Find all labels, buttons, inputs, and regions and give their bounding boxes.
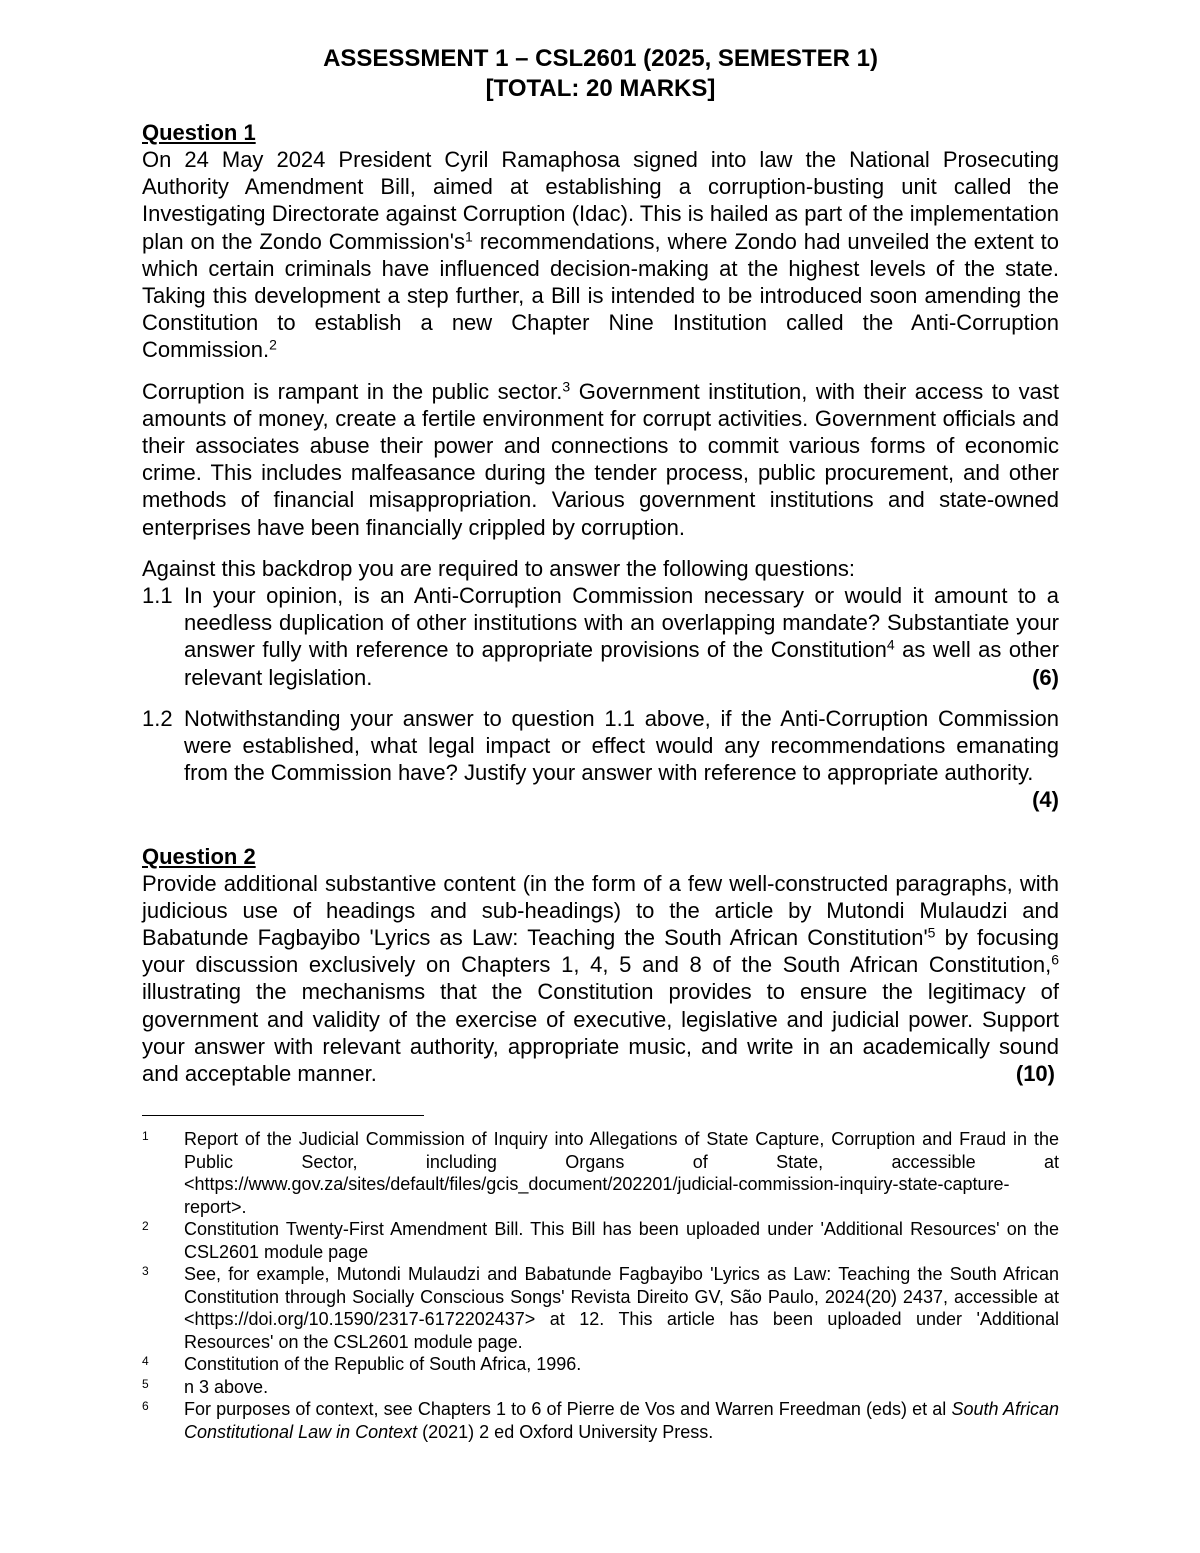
footnote-ref-5[interactable]: 5 xyxy=(927,924,936,941)
marks-badge: (6) xyxy=(1032,664,1059,690)
book-title: South African Constitutional Law in Context xyxy=(184,1399,1059,1442)
question-1-paragraph-1: On 24 May 2024 President Cyril Ramaphosa signed into law the National Prosecuting Authority Amendment Bill, aimed at establishing a corruption-busting unit called the Investigating Directorate against Corruption (Idac). This is hailed as part of the implementation plan on the Zondo $Commission's^1$ recommendations, where Zondo had unveiled the extent to which certain criminals have influenced decision-making at the highest levels of the state. Taking this development a step further, a Bill is intended to be introduced soon amending the Constitution to establish a new Chapter Nine Institution called the Anti-Corruption Commission.$^2$ xyxy=(142,147,1059,363)
footnote-4 xyxy=(142,1353,1059,1376)
sub-question-number: 1.1 xyxy=(142,583,173,609)
footnote-1 xyxy=(142,1128,1059,1218)
footnote-2 xyxy=(142,1218,1059,1263)
page-title: ASSESSMENT 1 – CSL2601 (2025, SEMESTER 1) xyxy=(323,45,878,72)
footnote-5 xyxy=(142,1376,1059,1399)
question-2-paragraph: Provide additional substantive content (in the form of a few well-constructed paragraphs, with judicious use of headings and sub-headings) to the article by Mutondi Mulaudzi and Babatunde Fagbayibo 'Lyrics as Law: Teaching the South African $Constitution'^5$ by focusing your discussion exclusively on Chapters 1, 4, 5 and 8 of the South African Constitution,$^6$ illustrating the mechanisms that the Constitution provides to ensure the legitimacy of government and validity of the exercise of executive, legislative and judicial power. Support your answer with relevant authority, appropriate music, and write in an academically sound and acceptable manner. (10) xyxy=(142,870,1059,1087)
footnote-3 xyxy=(142,1263,1059,1353)
footnote-divider xyxy=(142,1115,424,1116)
footnote-text: Report of the Judicial Commission of Inquiry into Allegations of State Capture, Corruption and Fraud in the Public Sector, including Organs of State, accessible at <https://www.gov.za/sites/default/files/gcis_document/202201/judicial-commission-inquiry-state-capture-report>. xyxy=(184,1129,1059,1217)
sub-question-text: Notwithstanding your answer to question 1.1 above, if the Anti-Corruption Commission were established, what legal impact or effect would any recommendations emanating from the Commission have? Justify your answer with reference to appropriate authority. (4) xyxy=(184,705,1059,813)
footnote-number: 5 xyxy=(142,1376,149,1391)
marks-badge: (10) xyxy=(1015,1061,1055,1087)
sub-question-text: In your opinion, is an Anti-Corruption Commission necessary or would it amount to a needless duplication of other institutions with an overlapping mandate? Substantiate your answer fully with reference to appropriate provisions of the Constitution$^4$ as well as other relevant legislation. (6) xyxy=(184,583,1059,690)
footnote-number: 1 xyxy=(142,1129,149,1144)
footnote-ref-4[interactable]: 4 xyxy=(886,636,895,653)
question-1-intro: Against this backdrop you are required to answer the following questions: xyxy=(142,555,855,581)
footnote-ref-1[interactable]: 1 xyxy=(464,227,473,244)
footnote-ref-6[interactable]: 6 xyxy=(1051,951,1059,968)
footnote-6 xyxy=(142,1398,1059,1443)
footnote-text: For purposes of context, see Chapters 1 to 6 of Pierre de Vos and Warren Freedman (eds) et al South African Constitutional Law in Context (2021) 2 ed Oxford University Press. xyxy=(184,1399,1059,1442)
footnote-ref-3[interactable]: 3 xyxy=(562,377,571,394)
question-1-paragraph-2: Corruption is rampant in the public sector.$^3$ Government institution, with their access to vast amounts of money, create a fertile environment for corrupt activities. Government officials and their associates abuse their power and connections to commit various forms of economic crime. This includes malfeasance during the tender process, public procurement, and other methods of financial misappropriation. Various government institutions and state-owned enterprises have been financially crippled by corruption. xyxy=(142,377,1060,540)
footnote-number: 3 xyxy=(142,1264,149,1279)
footnote-text: n 3 above. xyxy=(184,1376,269,1397)
footnote-text: Constitution of the Republic of South Africa, 1996. xyxy=(184,1354,582,1375)
footnote-number: 4 xyxy=(142,1354,149,1369)
sub-question-1-2 xyxy=(142,705,1059,814)
question-2-heading: Question 2 xyxy=(142,843,256,869)
footnote-text: See, for example, Mutondi Mulaudzi and Babatunde Fagbayibo 'Lyrics as Law: Teaching the South African Constitution through Socially Conscious Songs' Revista Direito GV, São Paulo, 2024(20) 2437, accessible at <https://doi.org/10.1590/2317-6172202437> at 12. This article has been uploaded under 'Additional Resources' on the CSL2601 module page. xyxy=(184,1264,1059,1352)
question-1-heading: Question 1 xyxy=(142,120,256,145)
footnote-ref-2[interactable]: 2 xyxy=(269,336,277,353)
total-marks-title: [TOTAL: 20 MARKS] xyxy=(485,75,716,102)
marks-badge: (4) xyxy=(1032,787,1059,813)
sub-question-1-1 xyxy=(142,582,1059,691)
sub-question-number: 1.2 xyxy=(142,705,173,731)
footnote-number: 2 xyxy=(142,1219,149,1234)
footnote-text: Constitution Twenty-First Amendment Bill. This Bill has been uploaded under 'Additional Resources' on the CSL2601 module page xyxy=(184,1219,1059,1262)
footnote-number: 6 xyxy=(142,1399,149,1414)
